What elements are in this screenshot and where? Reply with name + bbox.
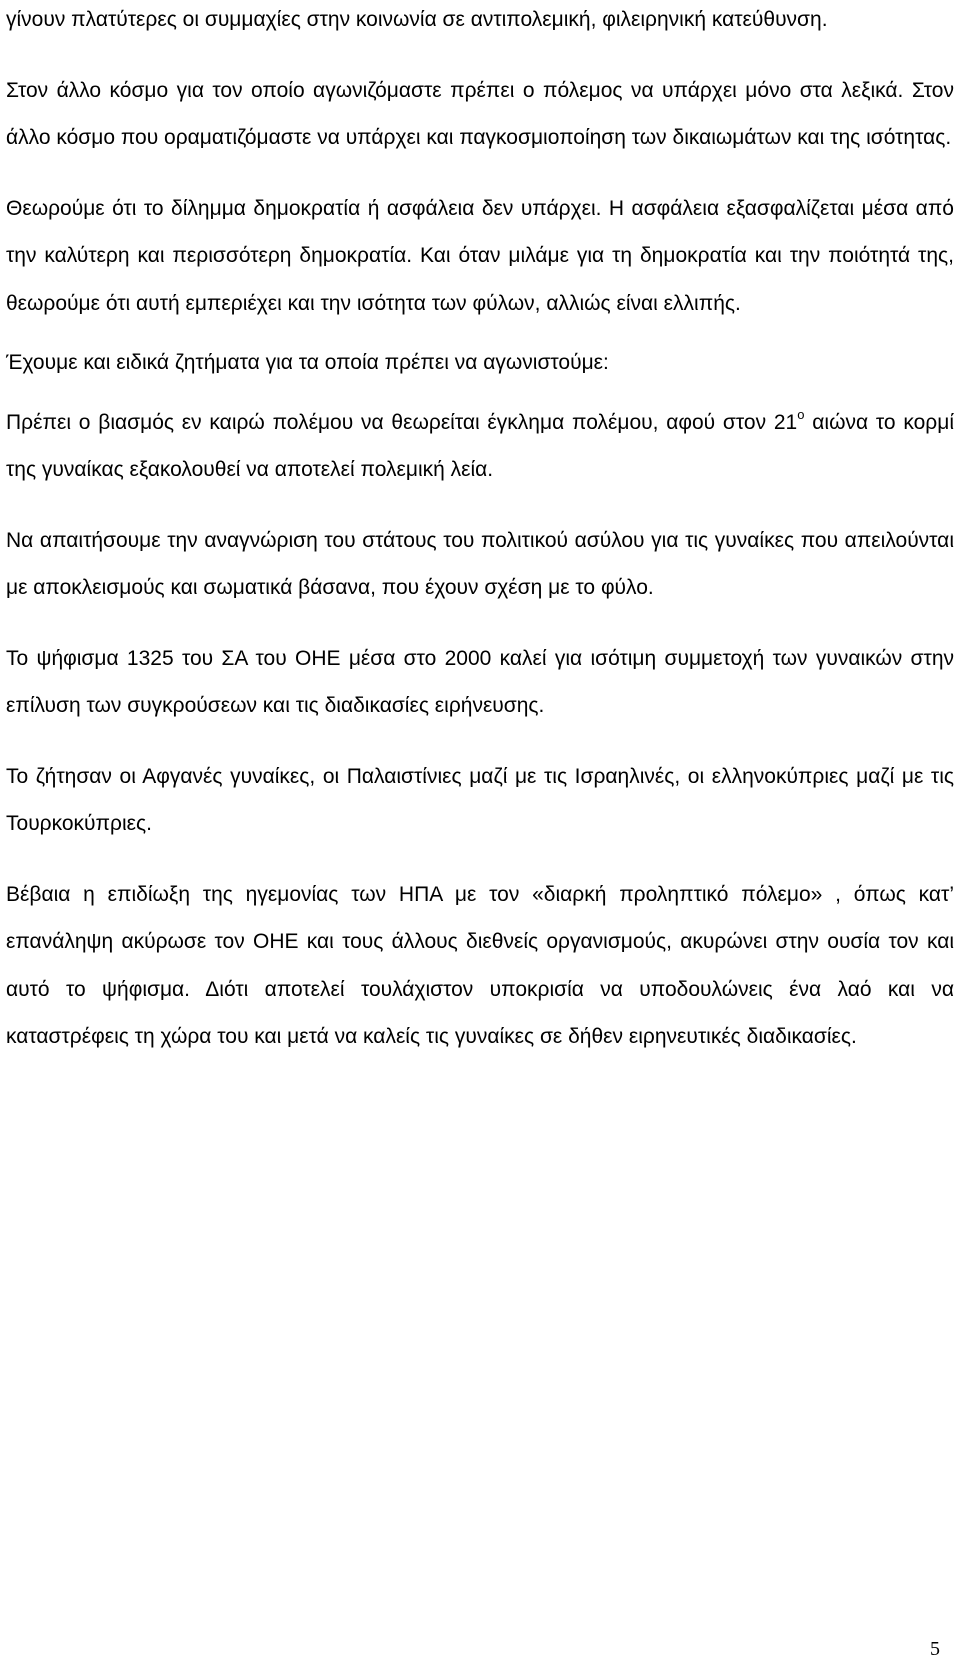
paragraph-other-world: Στον άλλο κόσμο για τον οποίο αγωνιζόμαστε πρέπει ο πόλεμος να υπάρχει μόνο στα λεξικά. Στον άλλο κόσμο που οραματιζόμαστε να υπάρχει και παγκοσμιοποίηση των δικαιωμάτων και της ισότητας.	[6, 78, 954, 149]
page-number: 5	[930, 1638, 940, 1660]
paragraph-democracy-security: Θεωρούμε ότι το δίλημμα δημοκρατία ή ασφάλεια δεν υπάρχει. Η ασφάλεια εξασφαλίζεται μέσα από την καλύτερη και περισσότερη δημοκρατία. Και όταν μιλάμε για τη δημοκρατία και την ποιότητά της, θεωρούμε ότι αυτή εμπεριέχει και την ισότητα των φύλων, αλλιώς είναι ελλιπής.	[6, 196, 954, 315]
war-rape-text-after: αιώνα το κορμί της γυναίκας εξακολουθεί να αποτελεί πολεμική λεία.	[6, 410, 954, 481]
paragraph-intro-continuation: γίνουν πλατύτερες οι συμμαχίες στην κοινωνία σε αντιπολεμική, φιλειρηνική κατεύθυνση.	[6, 8, 828, 31]
paragraph-war-rape	[6, 399, 954, 494]
body-text	[6, 0, 954, 1084]
war-rape-text-before: Πρέπει ο βιασμός εν καιρώ πολέμου να θεωρείται έγκλημα πολέμου, αφού στον 21	[6, 410, 798, 434]
paragraph-political-asylum: Να απαιτήσουμε την αναγνώριση του στάτους του πολιτικού ασύλου για τις γυναίκες που απειλούνται με αποκλεισμούς και σωματικά βάσανα, που έχουν σχέση με το φύλο.	[6, 528, 954, 599]
paragraph-resolution-1325: Το ψήφισμα 1325 του ΣΑ του ΟΗΕ μέσα στο 2000 καλεί για ισότιμη συμμετοχή των γυναικών στην επίλυση των συγκρούσεων και τις διαδικασίες ειρήνευσης.	[6, 646, 954, 717]
paragraph-usa-hegemony: Βέβαια η επιδίωξη της ηγεμονίας των ΗΠΑ με τον «διαρκή προληπτικό πόλεμο» , όπως κατ’ επανάληψη ακύρωσε τον ΟΗΕ και τους άλλους διεθνείς οργανισμούς, ακυρώνει στην ουσία τον και αυτό το ψήφισμα. Διότι αποτελεί τουλάχιστον υποκρισία να υποδουλώνεις ένα λαό και να καταστρέφεις τη χώρα του και μετά να καλείς τις γυναίκες σε δήθεν ειρηνευτικές διαδικασίες.	[6, 882, 954, 1048]
paragraph-special-issues: Έχουμε και ειδικά ζητήματα για τα οποία πρέπει να αγωνιστούμε:	[6, 351, 609, 374]
paragraph-women-demands: Το ζήτησαν οι Αφγανές γυναίκες, οι Παλαιστίνιες μαζί με τις Ισραηλινές, οι ελληνοκύπριες μαζί με τις Τουρκοκύπριες.	[6, 764, 954, 835]
superscript-ordinal: ο	[797, 406, 805, 422]
